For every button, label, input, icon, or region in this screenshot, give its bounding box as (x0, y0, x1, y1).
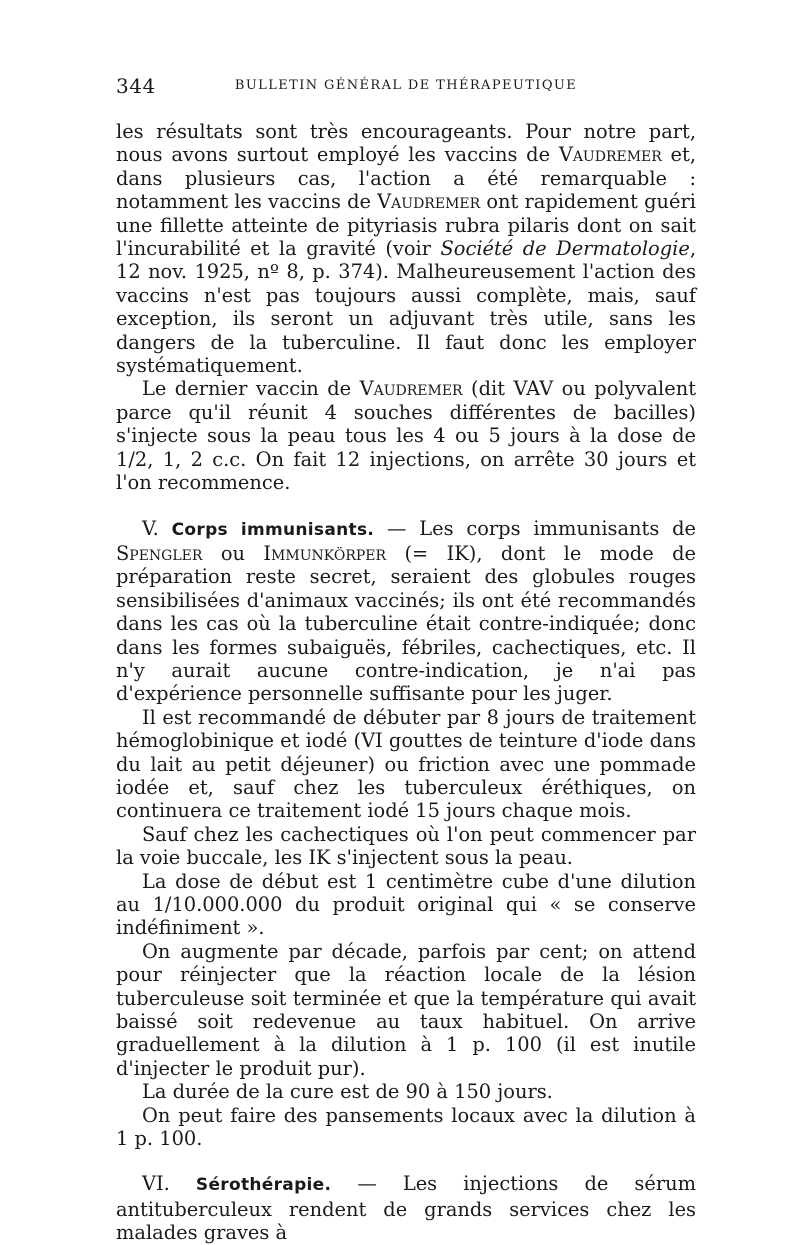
paragraph-injection-route: Sauf chez les cachectiques où l'on peut commencer par la voie buccale, les IK s'injectent sous la peau. (116, 822, 696, 870)
citation-journal: Société de Dermatologie (440, 237, 690, 261)
body-text (116, 120, 696, 1245)
section-numeral: V. (142, 516, 172, 540)
running-header (116, 72, 696, 100)
running-title: BULLETIN GÉNÉRAL DE THÉRAPEUTIQUE (234, 78, 578, 93)
section-corps-immunisants: V. Corps immunisants. — Les corps immunisants de Spengler ou Immunkörper (= IK), dont le mode de préparation reste secret, seraient des globules rouges sensibilisées d'animaux vaccinés; ils ont été recommandés dans les cas où la tuberculine était contre-indiquée; donc dans les formes subaiguës, fébriles, cachectiques, etc. Il n'y aurait aucune contre-indication, je n'ai pas d'expérience personnelle suffisante pour les juger. (116, 516, 696, 706)
section-numeral: VI. (142, 1172, 196, 1196)
paragraph-initial-dose: La dose de début est 1 centimètre cube d'une dilution au 1/10.000.000 du produit original qui « se conserve indéfiniment ». (116, 869, 696, 940)
paragraph-local-dressings: On peut faire des pansements locaux avec la dilution à 1 p. 100. (116, 1103, 696, 1151)
section-heading: Sérothérapie. (195, 1175, 332, 1196)
paragraph-cure-duration: La durée de la cure est de 90 à 150 jours. (142, 1080, 553, 1104)
author-name: Vaudremer (359, 377, 463, 401)
paragraph-treatment-start: Il est recommandé de débuter par 8 jours de traitement hémoglobinique et iodé (VI gouttes de teinture d'iode dans du lait au petit déjeuner) ou friction avec une pommade iodée et, sauf chez les tuberculeux éréthiques, on continuera ce traitement iodé 15 jours chaque mois. (116, 705, 696, 823)
page-number: 344 (116, 74, 156, 98)
author-name: Vaudremer (558, 143, 662, 167)
author-name: Vaudremer (377, 190, 481, 214)
author-name: Spengler (116, 541, 203, 565)
paragraph-dose-increase: On augmente par décade, parfois par cent; on attend pour réinjecter que la réaction locale de la lésion tuberculeuse soit terminée et que la température qui avait baissé soit redevenue au taux habituel. On arrive graduellement à la dilution à 1 p. 100 (il est inutile d'injecter le produit pur). (116, 939, 696, 1080)
paragraph-vaccins-results: les résultats sont très encourageants. Pour notre part, nous avons surtout employé les vaccins de Vaudremer et, dans plusieurs cas, l'action a été remarquable : notamment les vaccins de Vaudremer ont rapidement guéri une fillette atteinte de pityriasis rubra pilaris dont on sait l'incurabilité et la gravité (voir Société de Dermatologie, 12 nov. 1925, nº 8, p. 374). Malheureusement l'action des vaccins n'est pas toujours aussi complète, mais, sauf exception, ils seront un adjuvant très utile, sans les dangers de la tuberculine. Il faut donc les employer systématiquement. (116, 120, 696, 378)
paragraph-vav-vaccine: Le dernier vaccin de Vaudremer (dit VAV ou polyvalent parce qu'il réunit 4 souches différentes de bacilles) s'injecte sous la peau tous les 4 ou 5 jours à la dose de 1/2, 1, 2 c.c. On fait 12 injections, on arrête 30 jours et l'on recommence. (116, 377, 696, 495)
product-name: Immunkörper (263, 541, 387, 565)
section-heading: Corps immunisants. (171, 519, 375, 540)
section-serotherapie: VI. Sérothérapie. — Les injections de sérum antituberculeux rendent de grands services chez les malades graves à (116, 1172, 696, 1245)
